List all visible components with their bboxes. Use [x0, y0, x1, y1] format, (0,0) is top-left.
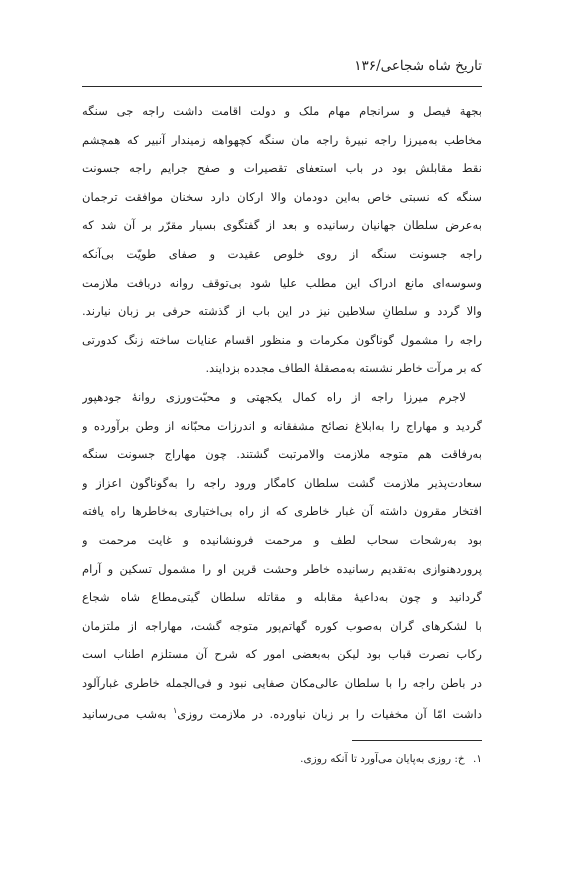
text-line: افتخار مقرون داشته آن غبار خاطری که از راه بی‌اختیاری به‌خاطرها راه یافته: [82, 504, 482, 519]
text-line: که بر مرآت خاطر نشسته به‌مصقلهٔ الطاف مجدده بزدایند.: [205, 361, 482, 376]
text-line: نقط مقابلش بود در باب استعفای تقصیرات و صفح جرایم راجه جسونت: [82, 161, 482, 176]
text-line: لاجرم میرزا راجه از راه کمال یکجهتی و محبّت‌ورزی روانهٔ جودهپور: [82, 389, 466, 404]
text-line: مخاطب به‌میرزا راجه نبیرهٔ راجه مان سنگه کچهواهه زمیندار آنبیر که همچشم: [82, 132, 482, 147]
text-segment: به‌شب می‌رسانید: [82, 707, 173, 722]
text-line: گردانید و چون به‌داعیهٔ مقابله و مقاتله سلطان گیتی‌مطاع شاه شجاع: [82, 590, 482, 605]
text-line: پروردهنوازی به‌تقدیم رسانیده خاطر وحشت قرین او را مشمول تسکین و آرام: [82, 561, 482, 576]
header-rule: [82, 86, 482, 87]
body-text: [82, 97, 482, 729]
paragraph-1: [82, 97, 482, 383]
text-line: گردید و مهاراج را به‌ابلاغ نصائح مشفقانه و اندرزات محبّانه از وطن برآورده و: [82, 418, 482, 433]
footnote-number: ۱.: [473, 753, 482, 765]
footnote-text: خ: روزی به‌پایان می‌آورد تا آنکه روزی.: [300, 753, 465, 765]
text-line: راجه را مشمول گوناگون مکرمات و منظور اقسام عنایات ساخته زنگ کدورتی: [82, 332, 482, 347]
text-line: وسوسه‌ای مانع ادراک این مطلب علیا شود بی‌توقف روانه دربافت ملازمت: [82, 275, 482, 290]
text-line: با لشکرهای گران به‌صوب کوره گهاتم‌پور متوجه گشت، مهاراجه از ملتزمان: [82, 618, 482, 633]
text-line: بجهة فیصل و سرانجام مهام ملک و دولت اقامت داشت راجه جی سنگه: [82, 104, 482, 118]
footnote: [82, 748, 482, 770]
text-line: سنگه که نسبتی خاص به‌این دودمان والا ارکان دارد سخنان موافقت ترجمان: [82, 189, 482, 204]
text-line: رکاب نصرت قباب بود لیکن به‌بعضی امور که شرح آن مستلزم اطناب است: [82, 647, 482, 662]
text-line: در باطن راجه را با سلطان عالی‌مکان صفایی نبود و فی‌الجمله خاطری غبارآلود: [82, 675, 482, 690]
text-line: بود به‌رشحات سحاب لطف و مرحمت فرونشانیده و غایت مرحمت و: [82, 532, 482, 547]
text-line: راجه جسونت سنگه از روی خلوص عقیدت و صفای طویّت بی‌آنکه: [82, 246, 482, 261]
text-line: به‌رفاقت هم متوجه ملازمت والامرتبت گشتند. چون مهاراج جسونت سنگه: [82, 447, 482, 462]
footnote-rule: [352, 740, 482, 741]
running-title: تاریخ شاه شجاعی/۱۳۶: [354, 58, 482, 74]
text-line: [82, 697, 482, 728]
text-line: به‌عرض سلطان جهانیان رسانیده و بعد از گفتگوی بسیار مقرّر بر آن شد که: [82, 218, 482, 233]
footnote-marker: ۱: [172, 706, 178, 716]
text-segment: داشت امّا آن مخفیات را بر زبان نیاورده. در ملازمت روزی: [177, 707, 482, 722]
paragraph-2: [82, 383, 482, 729]
running-header: [82, 58, 482, 82]
text-line: والا گردد و سلطانِ سلاطین نیز در این باب از گذشته حرفی بر زبان نیارند.: [82, 304, 482, 319]
text-line: سعادت‌پذیر ملازمت گشت سلطان کامگار ورود راجه را به‌گوناگون اعزاز و: [82, 475, 482, 490]
